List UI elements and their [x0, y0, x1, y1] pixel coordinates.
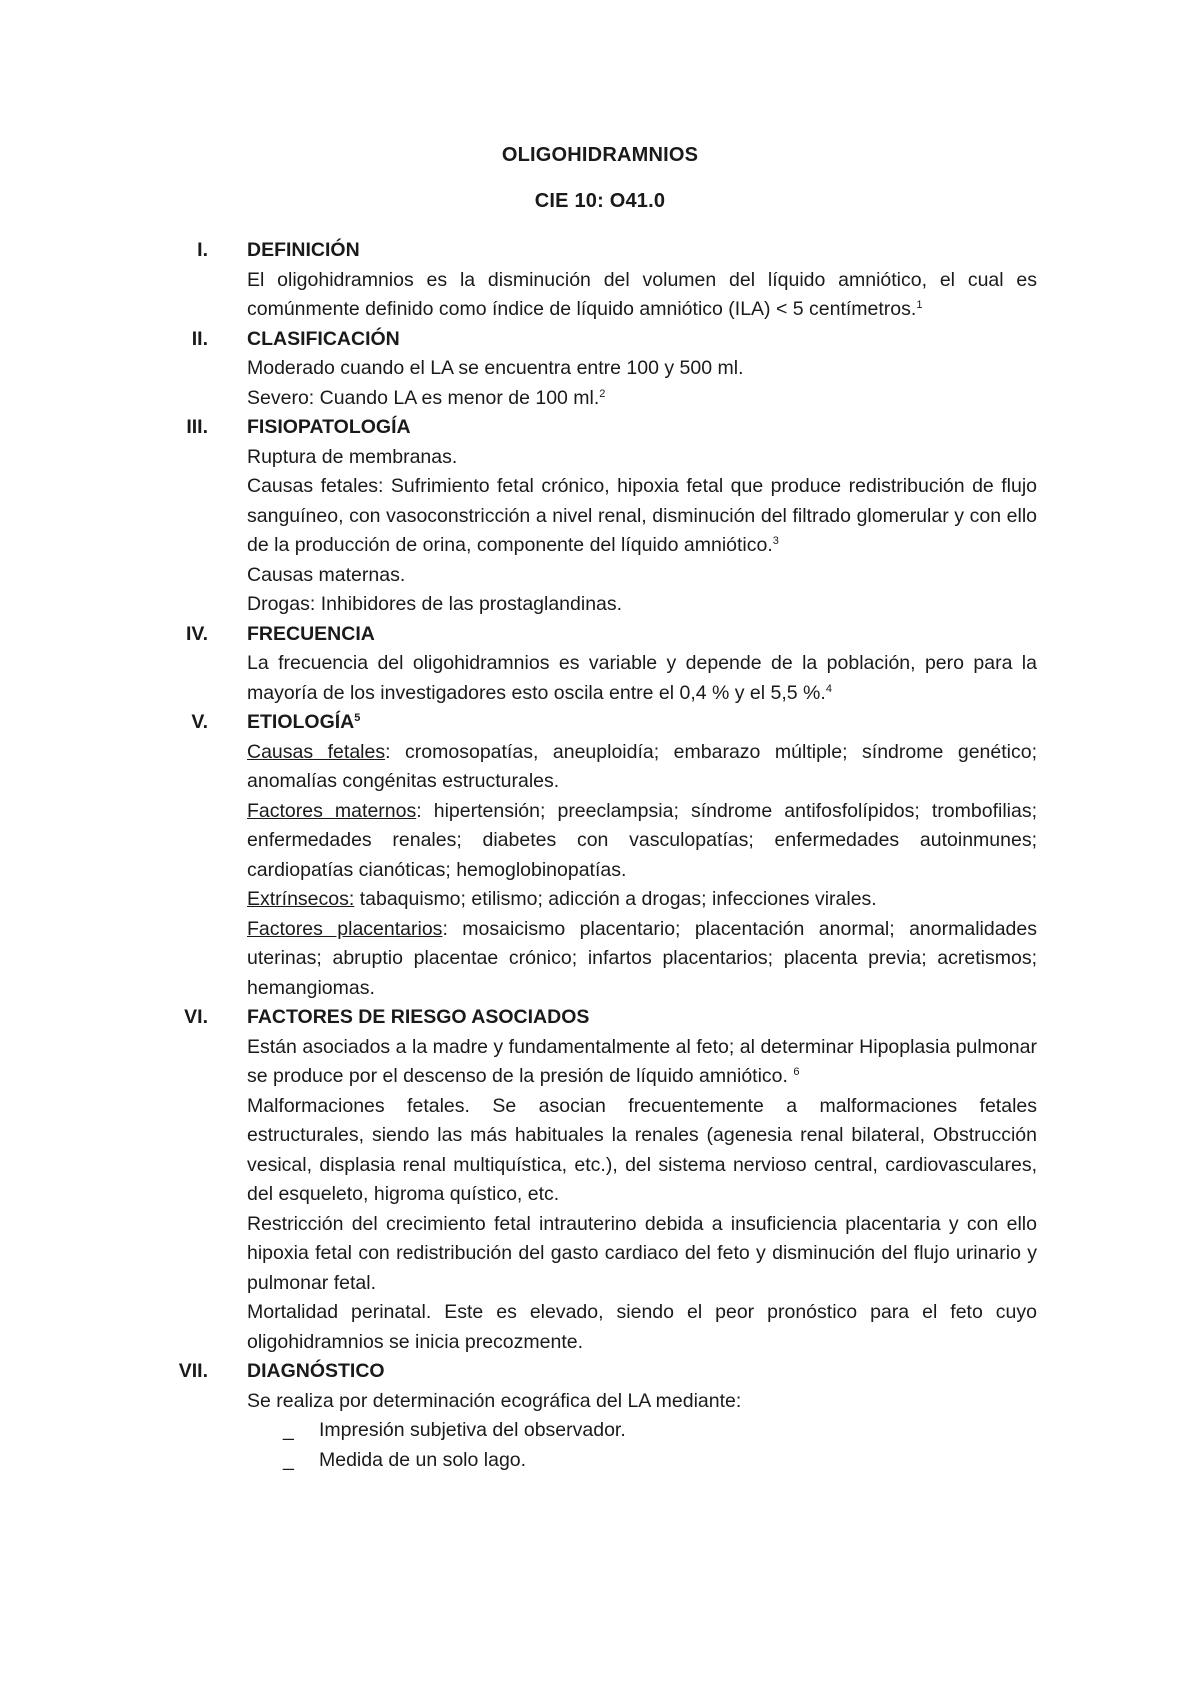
section-numeral: III.: [186, 416, 208, 438]
term-label: Factores placentarios: [247, 917, 443, 940]
section-heading: DEFINICIÓN: [247, 239, 360, 261]
footnote-ref: 2: [599, 387, 606, 400]
footnote-ref: 3: [772, 535, 779, 547]
section-factores-riesgo: [0, 1003, 1200, 1357]
paragraph: Drogas: Inhibidores de las prostaglandinas.: [247, 593, 623, 615]
section-heading: DIAGNÓSTICO: [247, 1360, 385, 1382]
section-numeral: I.: [197, 239, 208, 261]
section-numeral: V.: [191, 711, 208, 733]
paragraph: Restricción del crecimiento fetal intrauterino debida a insuficiencia placentaria y con ello hipoxia fetal con redistribución del gasto cardiaco del feto y disminución del flujo urinario y pulmonar fetal.: [247, 1212, 1037, 1294]
section-diagnostico: [0, 1357, 1200, 1475]
paragraph: Están asociados a la madre y fundamentalmente al feto; al determinar Hipoplasia pulmonar se produce por el descenso de la presión de líquido amniótico. $^6$: [247, 1035, 1037, 1087]
paragraph: El oligohidramnios es la disminución del volumen del líquido amniótico, el cual es comúnmente definido como índice de líquido amniótico (ILA) < 5 centímetros.$^1$: [247, 268, 1037, 320]
footnote-ref: 6: [793, 1066, 800, 1078]
paragraph: Extrínsecos: tabaquismo; etilismo; adicción a drogas; infecciones virales.: [247, 888, 877, 910]
section-numeral: VI.: [184, 1006, 208, 1028]
list-item: _ Impresión subjetiva del observador.: [247, 1416, 1037, 1446]
paragraph: Causas fetales: Sufrimiento fetal crónico, hipoxia fetal que produce redistribución de flujo sanguíneo, con vasoconstricción a nivel renal, disminución del filtrado glomerular y con ello de la producción de orina, componente del líquido amniótico.$^3$: [247, 475, 1037, 556]
footnote-ref: 5: [354, 712, 361, 724]
paragraph: Factores maternos: hipertensión; preeclampsia; síndrome antifosfolípidos; trombofilias; enfermedades renales; diabetes con vasculopatías; enfermedades autoinmunes; cardiopatías cianóticas; hemoglobinopatías.: [247, 799, 1037, 881]
paragraph: Se realiza por determinación ecográfica del LA mediante:: [247, 1389, 742, 1412]
section-definicion: [0, 236, 1200, 325]
section-frecuencia: [0, 620, 1200, 709]
bullet-marker: _: [283, 1419, 294, 1441]
paragraph: Ruptura de membranas.: [247, 445, 458, 468]
paragraph: La frecuencia del oligohidramnios es variable y depende de la población, pero para la mayoría de los investigadores esto oscila entre el 0,4 % y el 5,5 %.$^4$: [247, 652, 1037, 704]
document-body: [0, 236, 1200, 1475]
document-code: CIE 10: O41.0: [534, 190, 666, 212]
section-heading: ETIOLOGÍA$^5$: [247, 711, 361, 733]
term-label: Factores maternos: [247, 799, 417, 822]
paragraph: Severo: Cuando LA es menor de 100 ml.$^2$: [247, 386, 606, 409]
footnote-ref: 1: [916, 299, 923, 311]
document-title: OLIGOHIDRAMNIOS: [501, 144, 699, 166]
paragraph: Factores placentarios: mosaicismo placentario; placentación anormal; anormalidades uterinas; abruptio placentae crónico; infartos placentarios; placenta previa; acretismos; hemangiomas.: [247, 917, 1037, 999]
section-heading: FACTORES DE RIESGO ASOCIADOS: [247, 1006, 590, 1028]
section-heading: FRECUENCIA: [247, 622, 375, 645]
section-numeral: II.: [191, 327, 208, 350]
paragraph: Causas fetales: cromosopatías, aneuploidía; embarazo múltiple; síndrome genético; anomalías congénitas estructurales.: [247, 740, 1037, 792]
term-label: Extrínsecos:: [247, 888, 355, 910]
section-numeral: IV.: [185, 622, 208, 645]
section-heading: FISIOPATOLOGÍA: [247, 416, 411, 438]
section-heading: CLASIFICACIÓN: [247, 327, 400, 350]
section-clasificacion: [0, 325, 1200, 414]
paragraph: Mortalidad perinatal. Este es elevado, siendo el peor pronóstico para el feto cuyo oligohidramnios se inicia precozmente.: [247, 1301, 1037, 1353]
paragraph: Malformaciones fetales. Se asocian frecuentemente a malformaciones fetales estructurales, siendo las más habituales la renales (agenesia renal bilateral, Obstrucción vesical, displasia renal multiquística, etc.), del sistema nervioso central, cardiovasculares, del esqueleto, higroma quístico, etc.: [247, 1094, 1037, 1205]
footnote-ref: 4: [825, 682, 832, 695]
section-etiologia: [0, 708, 1200, 1003]
section-numeral: VII.: [178, 1360, 208, 1382]
list-item: _ Medida de un solo lago.: [247, 1446, 1037, 1476]
paragraph: Causas maternas.: [247, 563, 406, 586]
term-label: Causas fetales: [247, 740, 386, 763]
bullet-marker: _: [283, 1448, 294, 1471]
section-fisiopatologia: [0, 413, 1200, 620]
paragraph: Moderado cuando el LA se encuentra entre 100 y 500 ml.: [247, 357, 744, 379]
